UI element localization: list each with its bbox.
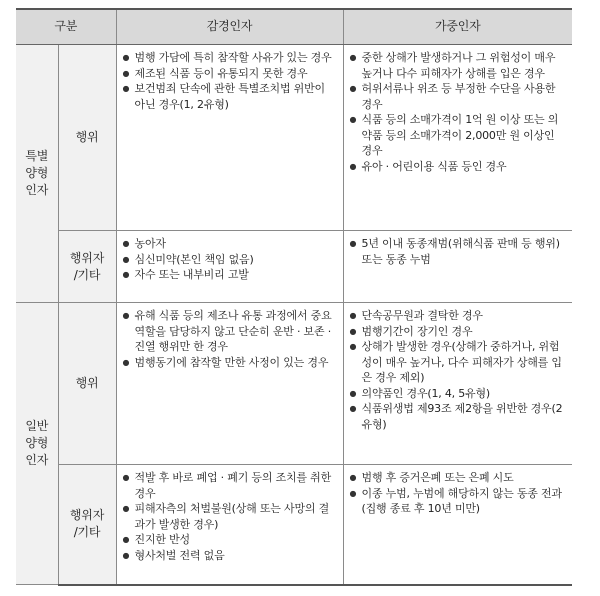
group-label-special: [16, 45, 58, 303]
sub-label-special-actor: [58, 231, 116, 303]
list-item: ● 적발 후 바로 폐업 · 폐기 등의 조치를 취한 경우: [123, 470, 337, 501]
sub-label-general-action-text: 행위: [75, 376, 99, 390]
list-item: ● 유아 · 어린이용 식품 등인 경우: [350, 159, 567, 175]
list-item: ● 범행 가담에 특히 참작할 사유가 있는 경우: [123, 50, 337, 66]
general-actor-mitigating: [116, 465, 343, 585]
special-actor-aggravating: [343, 231, 572, 303]
group-label-general: [16, 303, 58, 585]
general-action-row: [16, 303, 572, 465]
list-item: ● 보건범죄 단속에 관한 특별조치법 위반이 아닌 경우(1, 2유형): [123, 81, 337, 112]
list-item: ● 유해 식품 등의 제조나 유통 과정에서 중요 역할을 담당하지 않고 단순히 운반 · 보존 · 진열 행위만 한 경우: [123, 308, 337, 355]
header-category: 구분: [16, 9, 116, 45]
list-item: ● 형사처벌 전력 없음: [123, 548, 337, 564]
list-item: ● 범행기간이 장기인 경우: [350, 324, 567, 340]
list-item: ● 범행동기에 참작할 만한 사정이 있는 경우: [123, 355, 337, 371]
sub-label-special-action: [58, 45, 116, 231]
list-item: ● 피해자측의 처벌불원(상해 또는 사망의 결과가 발생한 경우): [123, 501, 337, 532]
special-action-mitigating: [116, 45, 343, 231]
general-action-mitigating: [116, 303, 343, 465]
bullet-list: [123, 236, 337, 283]
general-action-aggravating: [343, 303, 572, 465]
sub-label-special-action-text: 행위: [75, 130, 99, 144]
bullet-list: [350, 470, 567, 517]
list-item: ● 범행 후 증거은폐 또는 은폐 시도: [350, 470, 567, 486]
general-actor-row: [16, 465, 572, 585]
bullet-list: [123, 470, 337, 563]
header-aggravating: 가중인자: [343, 9, 572, 45]
list-item: ● 상해가 발생한 경우(상해가 중하거나, 위험성이 매우 높거나, 다수 피해자가 상해를 입은 경우 제외): [350, 339, 567, 386]
group-label-general-text: 일반 양형 인자: [25, 419, 49, 467]
general-actor-aggravating: [343, 465, 572, 585]
sub-label-general-action: [58, 303, 116, 465]
bullet-list: [123, 50, 337, 112]
bullet-list: [350, 236, 567, 267]
special-actor-mitigating: [116, 231, 343, 303]
bullet-list: [350, 50, 567, 174]
list-item: ● 5년 이내 동종재범(위해식품 판매 등 행위) 또는 동종 누범: [350, 236, 567, 267]
list-item: ● 식품위생법 제93조 제2항을 위반한 경우(2유형): [350, 401, 567, 432]
group-label-special-text: 특별 양형 인자: [25, 149, 49, 197]
list-item: ● 허위서류나 위조 등 부정한 수단을 사용한 경우: [350, 81, 567, 112]
sub-label-special-actor-text: 행위자 /기타: [69, 250, 105, 282]
list-item: ● 농아자: [123, 236, 337, 252]
list-item: ● 심신미약(본인 책임 없음): [123, 252, 337, 268]
special-actor-row: [16, 231, 572, 303]
list-item: ● 중한 상해가 발생하거나 그 위험성이 매우 높거나 다수 피해자가 상해를 입은 경우: [350, 50, 567, 81]
list-item: ● 의약품인 경우(1, 4, 5유형): [350, 386, 567, 402]
bullet-list: [123, 308, 337, 370]
list-item: ● 이종 누범, 누범에 해당하지 않는 동종 전과(집행 종료 후 10년 미만): [350, 486, 567, 517]
sub-label-general-actor: [58, 465, 116, 585]
list-item: ● 진지한 반성: [123, 532, 337, 548]
sentencing-factors-table: [16, 8, 572, 586]
sentencing-factors-table-frame: [16, 8, 572, 582]
special-action-aggravating: [343, 45, 572, 231]
bullet-list: [350, 308, 567, 432]
list-item: ● 자수 또는 내부비리 고발: [123, 267, 337, 283]
header-row: [16, 9, 572, 45]
special-action-row: [16, 45, 572, 231]
sub-label-general-actor-text: 행위자 /기타: [69, 508, 105, 540]
list-item: ● 식품 등의 소매가격이 1억 원 이상 또는 의약품 등의 소매가격이 2,000만 원 이상인 경우: [350, 112, 567, 159]
header-mitigating: 감경인자: [116, 9, 343, 45]
list-item: ● 제조된 식품 등이 유통되지 못한 경우: [123, 66, 337, 82]
list-item: ● 단속공무원과 결탁한 경우: [350, 308, 567, 324]
